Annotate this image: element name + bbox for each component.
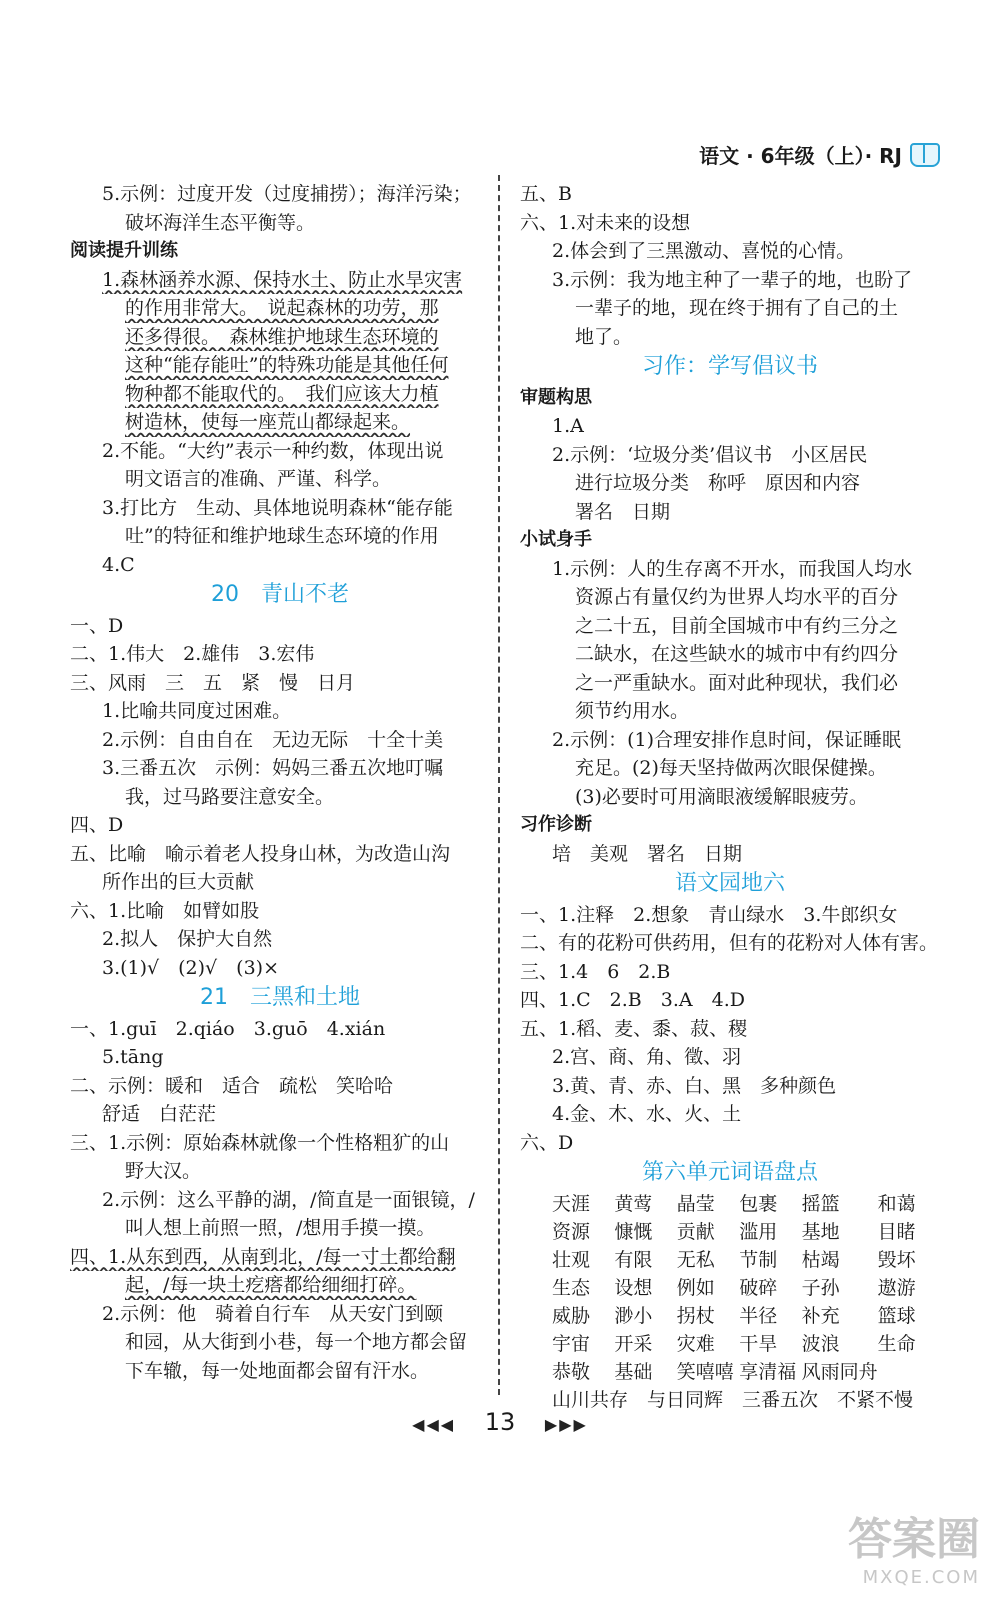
answer-line: 的作用非常大。 说起森林的功劳，那 [125,297,439,319]
answer-line: 五、1.稻、麦、黍、菽、稷 [520,1017,748,1040]
answer-line: 1.森林涵养水源、保持水土、防止水旱灾害 [102,268,463,291]
answer-line: 吐”的特征和维护地球生态环境的作用 [125,525,439,547]
answer-line: 3.(1)√ (2)√ (3)× [102,956,280,979]
answer-line: 野大汉。 [125,1160,202,1182]
vocab-word: 干旱 [739,1332,778,1355]
vocab-word: 目睹 [877,1220,916,1243]
answer-line: 六、D [520,1131,574,1154]
answer-line: 3.三番五次 示例：妈妈三番五次地叮嘱 [102,757,444,779]
answer-line: 树造林，使每一座荒山都绿起来。 [125,411,411,433]
vocab-word: 威胁 [552,1304,591,1327]
vocab-word: 开采 [614,1332,653,1355]
answer-line: 四、1.从东到西，从南到北，/每一寸土都给翻 [70,1245,456,1268]
vocab-word: 壮观 [552,1248,591,1271]
answer-line: 二、有的花粉可供药用，但有的花粉对人体有害。 [520,932,939,954]
answer-line: 三、1.4 6 2.B [520,960,671,983]
answer-line: 舒适 白茫茫 [102,1103,217,1125]
answer-line: 2.示例：(1)合理安排作息时间，保证睡眠 [552,728,902,751]
vocab-word: 享清福 [739,1360,797,1383]
answer-line: 2.示例：这么平静的湖，/简直是一面银镜，/ [102,1188,475,1211]
answer-line: 还多得很。 森林维护地球生态环境的 [125,325,439,348]
vocab-word: 宇宙 [552,1332,591,1355]
vocab-word: 黄莺 [614,1192,653,1215]
answer-line: 1.示例：人的生存离不开水，而我国人均水 [552,557,913,580]
answer-line: 一、1.注释 2.想象 青山绿水 3.牛郎织女 [520,903,898,926]
vocab-word: 拐杖 [676,1304,715,1327]
answer-line: 一、D [70,614,124,637]
answer-line: 2.拟人 保护大自然 [102,928,273,950]
section-title: 20 青山不老 [211,582,349,607]
answer-line: 和园，从大街到小巷，每一个地方都会留 [125,1331,468,1353]
answer-line: 一辈子的地，现在终于拥有了自己的土 [575,297,899,319]
vocab-word: 贡献 [676,1220,715,1243]
answer-line: 二、1.伟大 2.雄伟 3.宏伟 [70,643,315,665]
answer-line: 六、1.比喻 如臂如股 [70,899,260,922]
answer-line: 二缺水，在这些缺水的城市中有约四分 [575,643,899,665]
answer-line: 须节约用水。 [575,700,690,722]
answer-line: 3.打比方 生动、具体地说明森林“能存能 [102,496,453,519]
vocab-word: 毁坏 [877,1248,916,1271]
page-header [699,140,940,169]
answer-line: 四、D [70,814,124,836]
vocab-word: 无私 [676,1248,715,1271]
watermark [848,1503,980,1588]
vocab-last-line: 山川共存 与日同辉 三番五次 不紧不慢 [552,1388,914,1411]
answer-line: 充足。(2)每天坚持做两次眼保健操。 [575,757,887,779]
answer-line: 3.黄、青、赤、白、黑 多种颜色 [552,1074,837,1097]
vocab-word: 补充 [801,1304,840,1327]
vocab-word: 有限 [614,1248,653,1271]
answer-line: 4.C [102,553,135,576]
vocab-word: 半径 [739,1304,778,1327]
answer-line: 3.示例：我为地主种了一辈子的地，也盼了 [552,268,913,291]
section-title: 第六单元词语盘点 [641,1160,818,1185]
answer-line: 5.tāng [102,1046,164,1068]
vocab-word: 基地 [801,1220,840,1243]
answer-line: 破坏海洋生态平衡等。 [125,211,316,234]
vocab-word: 生命 [877,1332,916,1355]
vocab-word: 生态 [552,1276,591,1299]
answer-line: 2.示例：自由自在 无边无际 十全十美 [102,728,444,751]
vocab-word: 晶莹 [676,1192,715,1215]
answer-line: 资源占有量仅约为世界人均水平的百分 [575,586,899,608]
answer-line: 之一严重缺水。面对此种现状，我们必 [575,671,899,694]
vocab-word [878,1358,940,1386]
prev-arrows-icon: ◀◀◀ [412,1415,456,1434]
pager [0,1408,1000,1436]
answer-line: 三、风雨 三 五 紧 慢 日月 [70,671,356,694]
book-icon [910,143,940,167]
next-arrows-icon: ▶▶▶ [544,1415,588,1434]
right-column [520,180,940,1414]
answer-line: 下车辙，每一处地面都会留有汗水。 [125,1359,430,1382]
vocab-word: 灾难 [676,1332,715,1355]
vocab-word: 恭敬 [552,1360,591,1383]
vocab-word: 设想 [614,1276,653,1299]
answer-line: 2.体会到了三黑激动、喜悦的心情。 [552,240,856,262]
vocab-grid [520,1190,940,1386]
answer-line: 二、示例：暖和 适合 疏松 笑哈哈 [70,1074,394,1097]
answer-line: 四、1.C 2.B 3.A 4.D [520,989,745,1011]
answer-line: 叫人想上前照一照，/想用手摸一摸。 [125,1217,436,1239]
vocab-word: 滥用 [739,1220,778,1243]
answer-line: 这种“能存能吐”的特殊功能是其他任何 [125,354,449,376]
answer-line: 2.不能。“大约”表示一种约数，体现出说 [102,439,444,462]
answer-line: 起，/每一块土疙瘩都给细细打碎。 [125,1274,417,1296]
answer-line: 进行垃圾分类 称呼 原因和内容 [575,472,861,494]
vocab-word: 天涯 [552,1192,591,1215]
answer-line: 一、1.guī 2.qiáo 3.guō 4.xián [70,1017,386,1040]
vocab-word: 例如 [676,1276,715,1299]
vocab-word: 枯竭 [801,1248,840,1271]
answer-line: 六、1.对未来的设想 [520,211,691,234]
watermark-sub: MXQE.COM [862,1567,980,1588]
section-title: 习作：学写倡议书 [641,354,818,379]
answer-line: 4.金、木、水、火、土 [552,1103,742,1125]
section-title: 21 三黑和土地 [200,985,360,1010]
answer-line: 署名 日期 [575,500,671,523]
answer-line: 五、B [520,183,572,205]
subject-label: 语文 · 6年级（上）· RJ [699,144,902,168]
answer-line: 所作出的巨大贡献 [102,871,255,893]
answer-line: 明文语言的准确、严谨、科学。 [125,468,392,490]
section-heading: 审题构思 [520,386,592,408]
vocab-word: 节制 [739,1248,778,1271]
section-heading: 小试身手 [520,529,592,550]
left-column [70,180,490,1385]
vocab-word: 破碎 [739,1276,778,1299]
section-heading: 阅读提升训练 [70,240,178,261]
answer-line: 地了。 [575,325,633,348]
answer-line: 1.比喻共同度过困难。 [102,700,292,722]
vocab-word: 基础 [614,1360,653,1383]
answer-line: 五、比喻 喻示着老人投身山林，为改造山沟 [70,842,451,865]
answer-line: 之二十五，目前全国城市中有约三分之 [575,614,899,637]
vocab-word: 摇篮 [801,1192,840,1215]
answer-line: 我，过马路要注意安全。 [125,785,335,808]
answer-line: (3)必要时可用滴眼液缓解眼疲劳。 [575,785,868,808]
vocab-word: 子孙 [801,1276,840,1299]
column-divider [498,175,500,1395]
answer-line: 2.示例：他 骑着自行车 从天安门到颐 [102,1302,444,1325]
answer-line: 三、1.示例：原始森林就像一个性格粗犷的山 [70,1131,450,1154]
vocab-word: 资源 [552,1220,591,1243]
vocab-word: 和蔼 [877,1192,916,1215]
vocab-word: 波浪 [801,1332,840,1355]
vocab-word: 风雨同舟 [801,1360,878,1383]
section-title: 语文园地六 [674,871,785,896]
section-heading: 习作诊断 [520,814,592,835]
vocab-word: 渺小 [614,1304,653,1327]
answer-line: 2.宫、商、角、徵、羽 [552,1046,742,1068]
vocab-word: 慷慨 [614,1220,653,1243]
answer-line: 2.示例：‘垃圾分类’倡议书 小区居民 [552,443,868,466]
vocab-word: 篮球 [877,1304,916,1327]
answer-line: 物种都不能取代的。 我们应该大力植 [125,382,439,405]
answer-line: 培 美观 署名 日期 [552,842,743,865]
vocab-word: 遨游 [877,1276,916,1299]
answer-line: 1.A [552,415,584,437]
watermark-main: 答案圈 [848,1514,980,1565]
vocab-word: 笑嘻嘻 [676,1360,734,1383]
page-number: 13 [484,1408,516,1436]
vocab-word: 包裹 [739,1192,778,1215]
answer-line: 5.示例：过度开发（过度捕捞）；海洋污染； [102,183,472,205]
